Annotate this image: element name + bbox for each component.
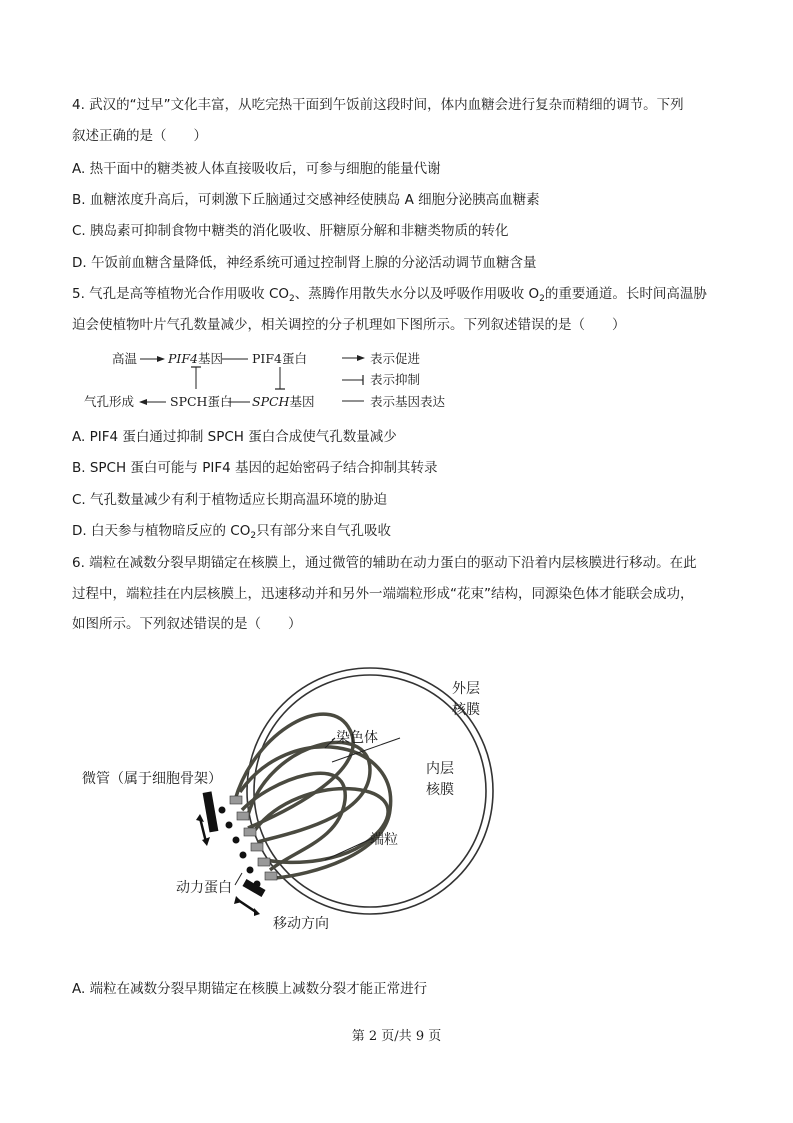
q6-stem-line1: 6. 端粒在减数分裂早期锚定在核膜上，通过微管的辅助在动力蛋白的驱动下沿着内层核膜进行移动。在此: [72, 555, 697, 571]
pif4-protein-label: PIF4蛋白: [252, 351, 307, 366]
q5-option-a: A. PIF4 蛋白通过抑制 SPCH 蛋白合成使气孔数量减少: [72, 429, 397, 445]
q6-stem-line3: 如图所示。下列叙述错误的是（ ）: [72, 616, 302, 632]
page-footer: 第 2 页/共 9 页: [351, 1029, 442, 1044]
stomata-formation-label: 气孔形成: [84, 394, 135, 409]
spch-gene-label: SPCH基因: [252, 394, 315, 409]
q4-option-c: C. 胰岛素可抑制食物中糖类的消化吸收、肝糖原分解和非糖类物质的转化: [72, 223, 509, 239]
bottom-microtubule: [242, 879, 265, 897]
microtubule-label: 微管（属于细胞骨架）: [82, 771, 222, 787]
pif4-gene-label: PIF4基因: [168, 351, 223, 366]
q5-option-d: D. 白天参与植物暗反应的 $CO_2$只有部分来自气孔吸收: [72, 523, 392, 541]
q4-option-a: A. 热干面中的糖类被人体直接吸收后，可参与细胞的能量代谢: [72, 161, 441, 177]
legend-promote: 表示促进: [370, 351, 421, 366]
q4-option-d: D. 午饭前血糖含量降低，神经系统可通过控制肾上腺的分泌活动调节血糖含量: [72, 255, 537, 271]
inner-membrane-label-1: 内层: [426, 761, 454, 777]
legend-inhibit: 表示抑制: [370, 372, 421, 387]
q5-option-c: C. 气孔数量减少有利于植物适应长期高温环境的胁迫: [72, 492, 388, 508]
outer-membrane-label-1: 外层: [452, 681, 480, 697]
telomere-label: 端粒: [370, 832, 398, 848]
chromosome-label: 染色体: [336, 730, 378, 746]
q4-option-b: B. 血糖浓度升高后，可刺激下丘脑通过交感神经使胰岛 A 细胞分泌胰高血糖素: [72, 192, 540, 208]
q5-stem-line2: 迫会使植物叶片气孔数量减少，相关调控的分子机理如下图所示。下列叙述错误的是（ ）: [72, 317, 626, 333]
high-temp-label: 高温: [112, 351, 138, 366]
q6-option-a: A. 端粒在减数分裂早期锚定在核膜上减数分裂才能正常进行: [72, 981, 428, 997]
legend-express: 表示基因表达: [370, 394, 446, 409]
q5-regulation-diagram: [80, 345, 460, 415]
dynein-label: 动力蛋白: [176, 880, 232, 896]
q4-stem-line1: 4. 武汉的“过早”文化丰富，从吃完热干面到午饭前这段时间，体内血糖会进行复杂而精细的调节。下列: [72, 97, 684, 113]
spch-protein-label: SPCH蛋白: [170, 394, 233, 409]
q4-stem-line2: 叙述正确的是（ ）: [72, 128, 207, 144]
q5-stem-line1: 5. 气孔是高等植物光合作用吸收 $CO_2$、蒸腾作用散失水分以及呼吸作用吸收 $O_2$的重要通道。长时间高温胁: [72, 286, 707, 304]
q6-telomere-figure: [70, 660, 510, 950]
outer-membrane-label-2: 核膜: [452, 702, 480, 718]
inner-membrane-label-2: 核膜: [426, 782, 454, 798]
q5-option-b: B. SPCH 蛋白可能与 PIF4 基因的起始密码子结合抑制其转录: [72, 460, 438, 476]
microtubule-bar: [203, 791, 219, 832]
direction-label: 移动方向: [273, 916, 329, 932]
dynein-leader: [235, 873, 242, 885]
q6-stem-line2: 过程中，端粒挂在内层核膜上，迅速移动并和另外一端端粒形成“花束”结构，同源染色体才能联会成功，: [72, 586, 694, 602]
